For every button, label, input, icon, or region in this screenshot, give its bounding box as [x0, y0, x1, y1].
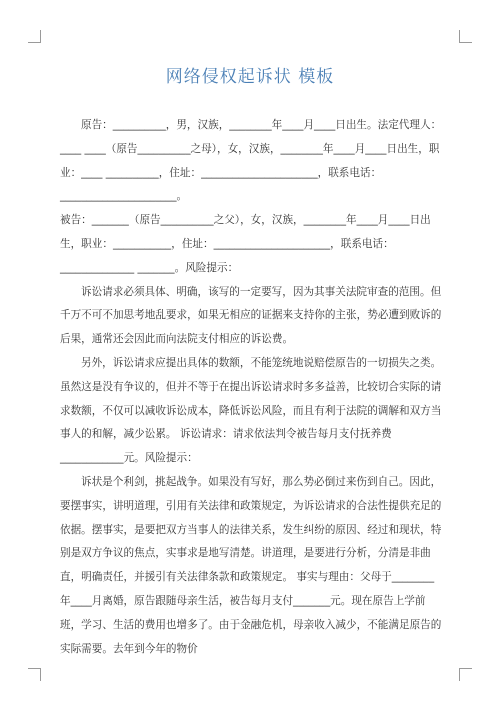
paragraph-claim-amount: 另外，诉讼请求应提出具体的数额，不能笼统地说赔偿原告的一切损失之类。虽然这是没有争议的，但并不等于在提出诉讼请求时多多益善，比较切合实际的请求数额，不仅可以减收诉讼成本，降低诉讼风险，而且有利于法院的调解和双方当事人的和解，减少讼累。 诉讼请求：请求依法判令被告每月支付抚养费____________元。风险提示： [60, 356, 442, 465]
document-body [60, 114, 444, 661]
paragraph-plaintiff: 原告：__________，男，汉族，________年____月____日出生。法定代理人：____ ____（原告__________之母），女，汉族，________年____月____日出生，职业：____ __________，住址：______________________，联系电话：______________________。 [60, 119, 442, 203]
paragraph-claim-risk: 诉讼请求必须具体、明确，该写的一定要写，因为其事关法院审查的范围。但千万不可不加思考地乱要求，如果无相应的证据来支持你的主张，势必遭到败诉的后果，通常还会因此而向法院支付相应的诉讼费。 [60, 285, 442, 346]
crop-mark-top-right [459, 30, 472, 43]
crop-mark-top-left [28, 30, 41, 43]
crop-mark-bottom-left [28, 668, 41, 681]
document-title: 网络侵权起诉状 模板 [165, 67, 335, 87]
crop-mark-bottom-right [459, 668, 472, 681]
paragraph-facts-reasons: 诉状是个利剑，挑起战争。如果没有写好，那么势必倒过来伤到自己。因此，要摆事实，讲明道理，引用有关法律和政策规定，为诉讼请求的合法性提供充足的依据。摆事实，是要把双方当事人的法律关系，发生纠纷的原因、经过和现状，特别是双方争议的焦点，实事求是地写清楚。讲道理，是要进行分析，分清是非曲直，明确责任，并援引有关法律条款和政策规定。 事实与理由：父母于________年____月离婚，原告跟随母亲生活，被告每月支付_______元。现在原告上学前班，学习、生活的费用也增多了。由于金融危机，母亲收入减少，不能满足原告的实际需要。去年到今年的物价 [60, 475, 442, 655]
paragraph-defendant: 被告：_______（原告__________之父），女，汉族，________年____月____日出生，职业：___________，住址：______________________，联系电话：______________ _______。风险提示： [60, 214, 431, 274]
